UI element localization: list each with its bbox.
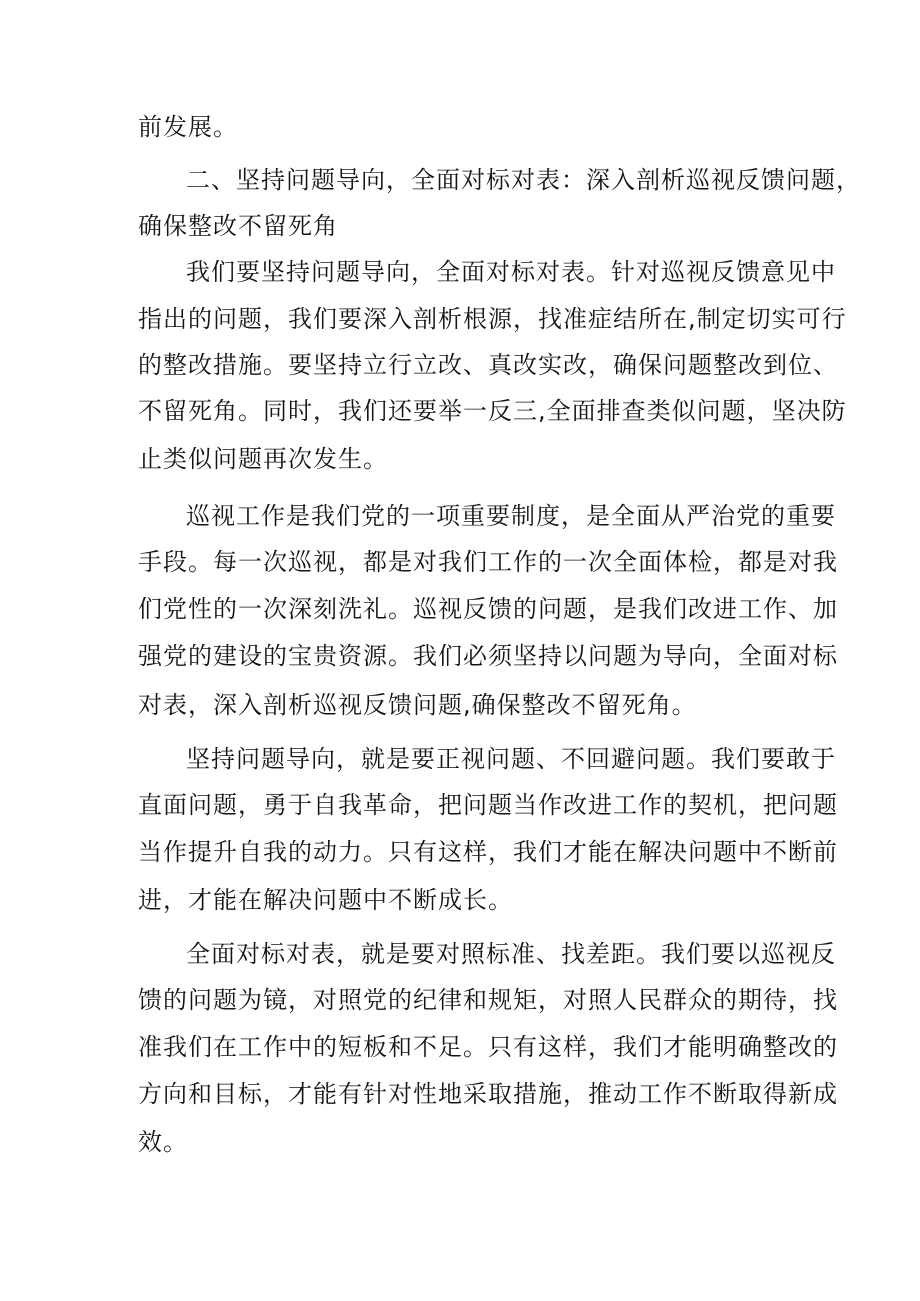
paragraph-line: 手段。每一次巡视，都是对我们工作的一次全面体检，都是对我 bbox=[138, 548, 838, 576]
paragraph-line: 巡视工作是我们党的一项重要制度，是全面从严治党的重要 bbox=[186, 502, 836, 530]
paragraph-line: 们党性的一次深刻洗礼。巡视反馈的问题，是我们改进工作、加 bbox=[138, 595, 838, 623]
paragraph-line: 强党的建设的宝贵资源。我们必须坚持以问题为导向，全面对标 bbox=[138, 642, 838, 670]
paragraph-line: 直面问题，勇于自我革命，把问题当作改进工作的契机，把问题 bbox=[138, 791, 838, 819]
paragraph-line: 进，才能在解决问题中不断成长。 bbox=[138, 886, 513, 914]
paragraph-line: 全面对标对表，就是要对照标准、找差距。我们要以巡视反 bbox=[186, 940, 836, 968]
paragraph-line: 坚持问题导向，就是要正视问题、不回避问题。我们要敢于 bbox=[186, 745, 836, 773]
paragraph-line: 我们要坚持问题导向，全面对标对表。针对巡视反馈意见中 bbox=[186, 258, 836, 286]
paragraph-line: 准我们在工作中的短板和不足。只有这样，我们才能明确整改的 bbox=[138, 1033, 838, 1061]
paragraph-line: 对表，深入剖析巡视反馈问题,确保整改不留死角。 bbox=[138, 691, 697, 719]
paragraph-line: 不留死角。同时，我们还要举一反三,全面排查类似问题，坚决防 bbox=[138, 397, 847, 425]
paragraph-line: 前发展。 bbox=[138, 113, 238, 141]
paragraph-line: 的整改措施。要坚持立行立改、真改实改，确保问题整改到位、 bbox=[138, 351, 838, 379]
paragraph-line: 效。 bbox=[138, 1128, 188, 1156]
paragraph-line: 馈的问题为镜，对照党的纪律和规矩，对照人民群众的期待，找 bbox=[138, 986, 838, 1014]
paragraph-line: 当作提升自我的动力。只有这样，我们才能在解决问题中不断前 bbox=[138, 838, 838, 866]
paragraph-line: 止类似问题再次发生。 bbox=[138, 445, 388, 473]
section-heading-line: 确保整改不留死角 bbox=[138, 212, 338, 240]
paragraph-line: 方向和目标，才能有针对性地采取措施，推动工作不断取得新成 bbox=[138, 1080, 838, 1108]
paragraph-line: 指出的问题，我们要深入剖析根源，找准症结所在,制定切实可行 bbox=[138, 305, 847, 333]
section-heading-line: 二、坚持问题导向，全面对标对表：深入剖析巡视反馈问题， bbox=[186, 166, 861, 194]
